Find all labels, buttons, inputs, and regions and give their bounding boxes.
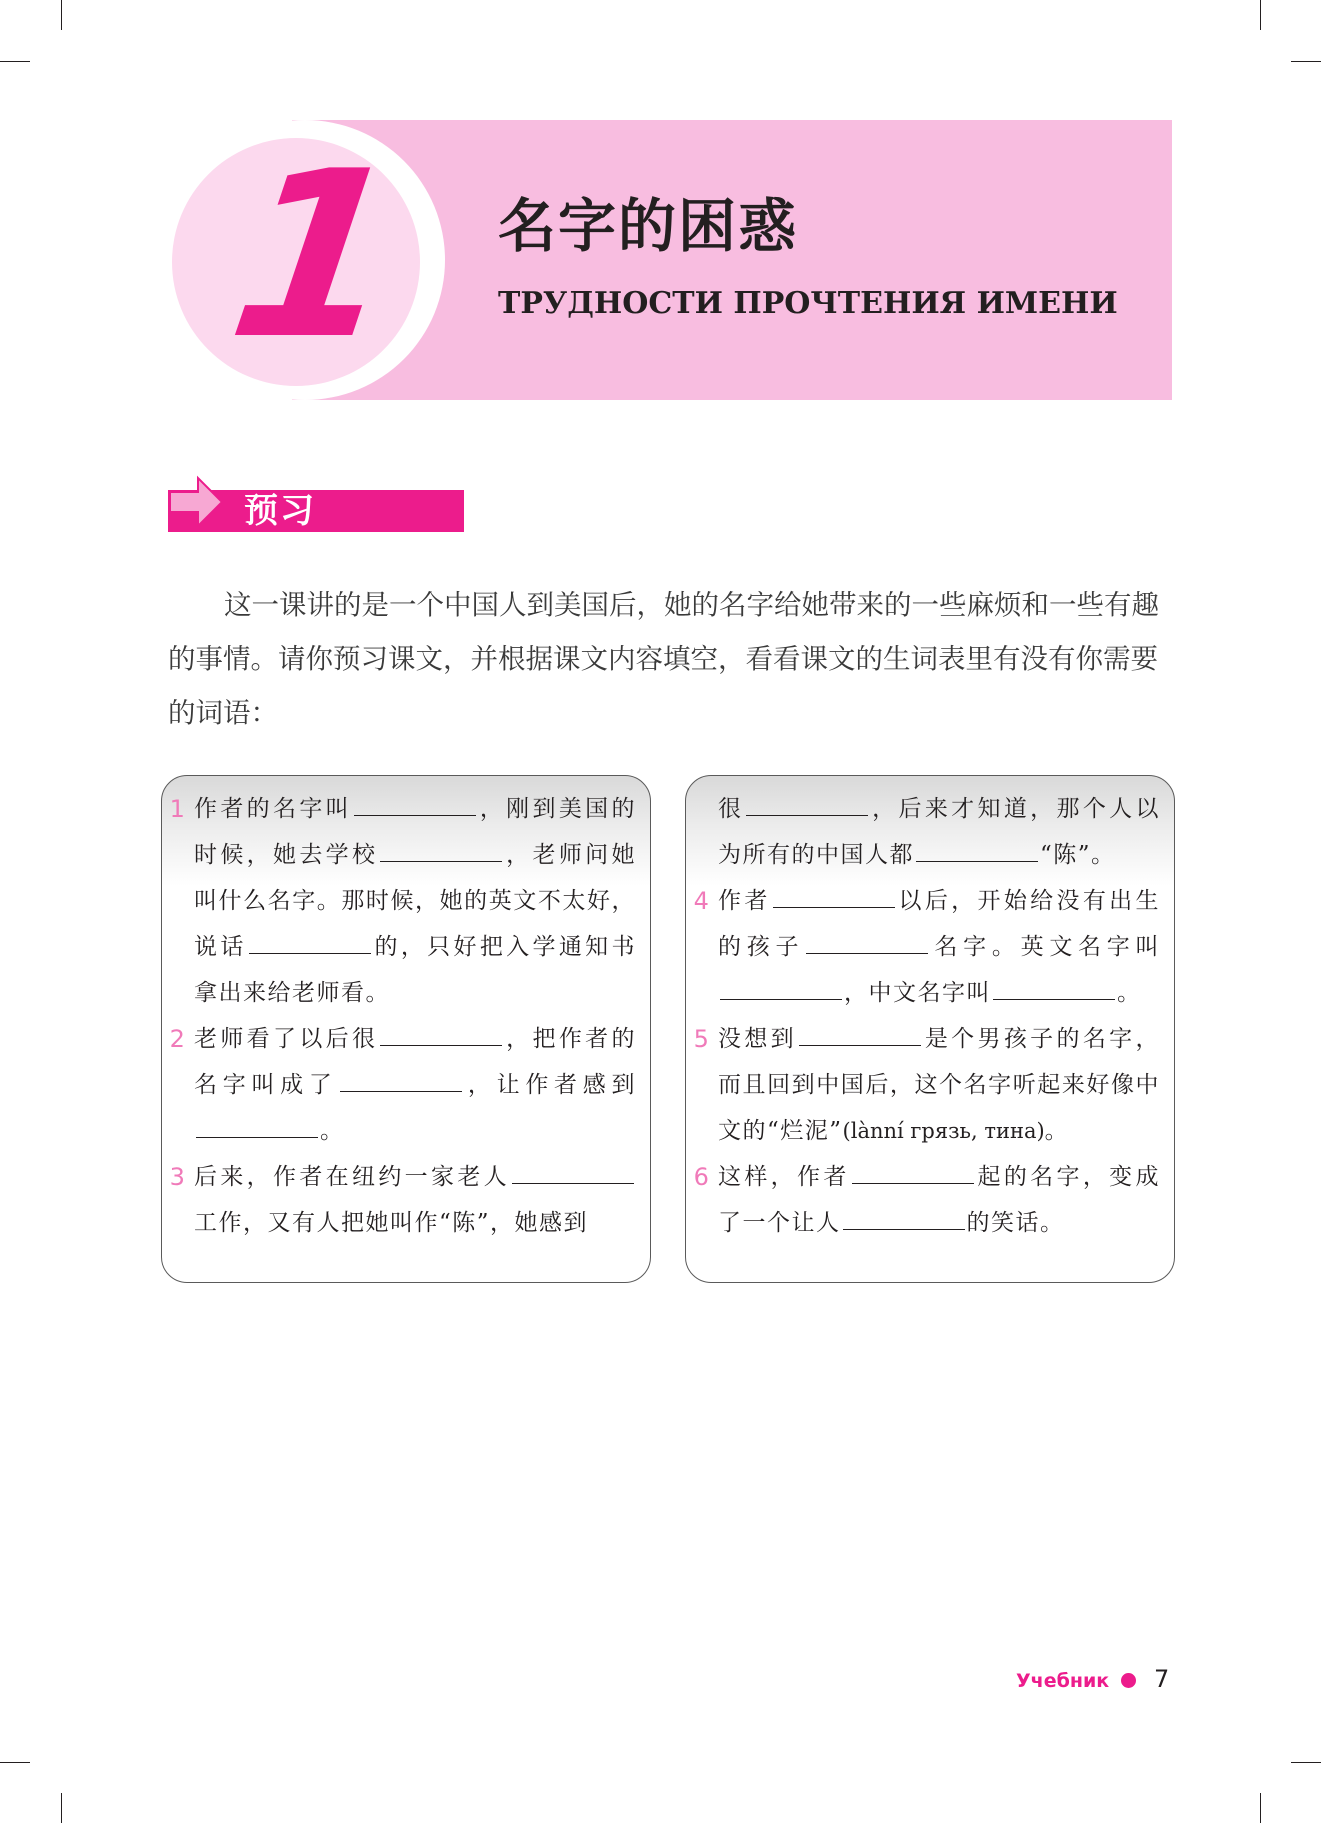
answer-blank[interactable]: [512, 1159, 634, 1184]
question-text: [718, 1016, 1160, 1154]
answer-blank[interactable]: [746, 791, 868, 816]
question-text: [194, 1016, 636, 1154]
page-number: 7: [1154, 1665, 1170, 1693]
question-5: [686, 1016, 1160, 1154]
question-number: 2: [169, 1025, 187, 1053]
answer-blank[interactable]: [799, 1021, 921, 1046]
answer-blank[interactable]: [852, 1159, 974, 1184]
question-text-part: 。: [320, 1118, 345, 1144]
question-text-part: ，后来才知道，那个人以为所有的中国人都: [718, 796, 1161, 868]
intro-paragraph: 这一课讲的是一个中国人到美国后，她的名字给她带来的一些麻烦和一些有趣的事情。请你预习课文，并根据课文内容填空，看看课文的生词表里有没有你需要的词语：: [168, 589, 1159, 729]
answer-blank[interactable]: [773, 883, 895, 908]
question-text: [718, 1154, 1160, 1246]
answer-blank[interactable]: [916, 837, 1038, 862]
question-text-part: 作者: [718, 888, 771, 914]
question-text-part: ，把作者的名字叫成了: [194, 1026, 637, 1098]
answer-blank[interactable]: [720, 975, 842, 1000]
crop-mark: [61, 1793, 62, 1823]
footer-dot-icon: [1121, 1673, 1136, 1688]
question-text-part: 名字。英文名字叫: [930, 934, 1161, 960]
question-text: [718, 878, 1160, 1016]
arrow-right-icon: [168, 474, 224, 530]
crop-mark: [0, 1762, 30, 1763]
exercise-panel-left: [161, 775, 651, 1283]
question-text-part: 起的名字，变成了一个让人: [718, 1164, 1161, 1236]
lesson-title: 名字的困惑: [498, 192, 799, 260]
lesson-number: 1: [217, 123, 415, 390]
section-heading-label: 预习: [244, 491, 316, 531]
answer-blank[interactable]: [196, 1113, 318, 1138]
question-text-part: 老师看了以后很: [194, 1026, 379, 1052]
question-number: 6: [693, 1163, 711, 1191]
answer-blank[interactable]: [354, 791, 476, 816]
question-text: [194, 1154, 636, 1246]
crop-mark: [61, 0, 62, 30]
question-number: 5: [693, 1025, 711, 1053]
answer-blank[interactable]: [249, 929, 371, 954]
question-text-part: 。: [1044, 1118, 1070, 1144]
answer-blank[interactable]: [380, 1021, 502, 1046]
question-3: [162, 1154, 636, 1246]
question-4: [686, 878, 1160, 1016]
exercise-panel-right: [685, 775, 1175, 1283]
crop-mark: [1291, 61, 1321, 62]
question-number: 4: [693, 887, 711, 915]
question-text-part: 的，只好把入学通知书拿出来给老师看。: [194, 934, 637, 1006]
question-text-part: 这样，作者: [718, 1164, 850, 1190]
question-1: [162, 786, 636, 1016]
question-text-part: ，中文名字叫: [844, 980, 991, 1006]
question-text-part: ，刚到美国的时候，她去学校: [194, 796, 637, 868]
crop-mark: [0, 61, 30, 62]
footer-label: Учебник: [1016, 1670, 1110, 1692]
question-text-part: 。: [1117, 980, 1142, 1006]
question-2: [162, 1016, 636, 1154]
answer-blank[interactable]: [843, 1205, 965, 1230]
question-number: 1: [169, 795, 187, 823]
crop-mark: [1291, 1762, 1321, 1763]
question-text-part: 后来，作者在纽约一家老人: [194, 1164, 510, 1190]
answer-blank[interactable]: [340, 1067, 462, 1092]
question-text: [194, 786, 636, 1016]
question-text-part: 很: [718, 796, 745, 822]
crop-mark: [1260, 0, 1261, 30]
question-text-part: 的笑话。: [966, 1210, 1065, 1236]
lesson-subtitle: ТРУДНОСТИ ПРОЧТЕНИЯ ИМЕНИ: [498, 286, 1118, 321]
crop-mark: [1260, 1793, 1261, 1823]
question-number: 3: [169, 1163, 187, 1191]
answer-blank[interactable]: [380, 837, 502, 862]
question-text-part: 以后，开始给没有出生的孩子: [718, 888, 1161, 960]
question-text-part: ，让作者感到: [463, 1072, 637, 1098]
question-text-part: “陈”。: [1040, 842, 1116, 868]
question-text-part: 是个男孩子的名字，而且回到中国后，这个名字听起来好像中文的“烂泥”: [718, 1026, 1161, 1144]
answer-blank[interactable]: [806, 929, 928, 954]
question-text-part: ，老师问她叫什么名字。那时候，她的英文不太好，说话: [194, 842, 637, 960]
question-text-part: 工作，又有人把她叫作“陈”，她感到: [194, 1210, 589, 1236]
question-gloss: (lànní грязь, тина): [842, 1119, 1045, 1143]
question-3-continued: [686, 786, 1160, 878]
answer-blank[interactable]: [993, 975, 1115, 1000]
question-6: [686, 1154, 1160, 1246]
question-text-part: 没想到: [718, 1026, 797, 1052]
question-text-part: 作者的名字叫: [194, 796, 352, 822]
